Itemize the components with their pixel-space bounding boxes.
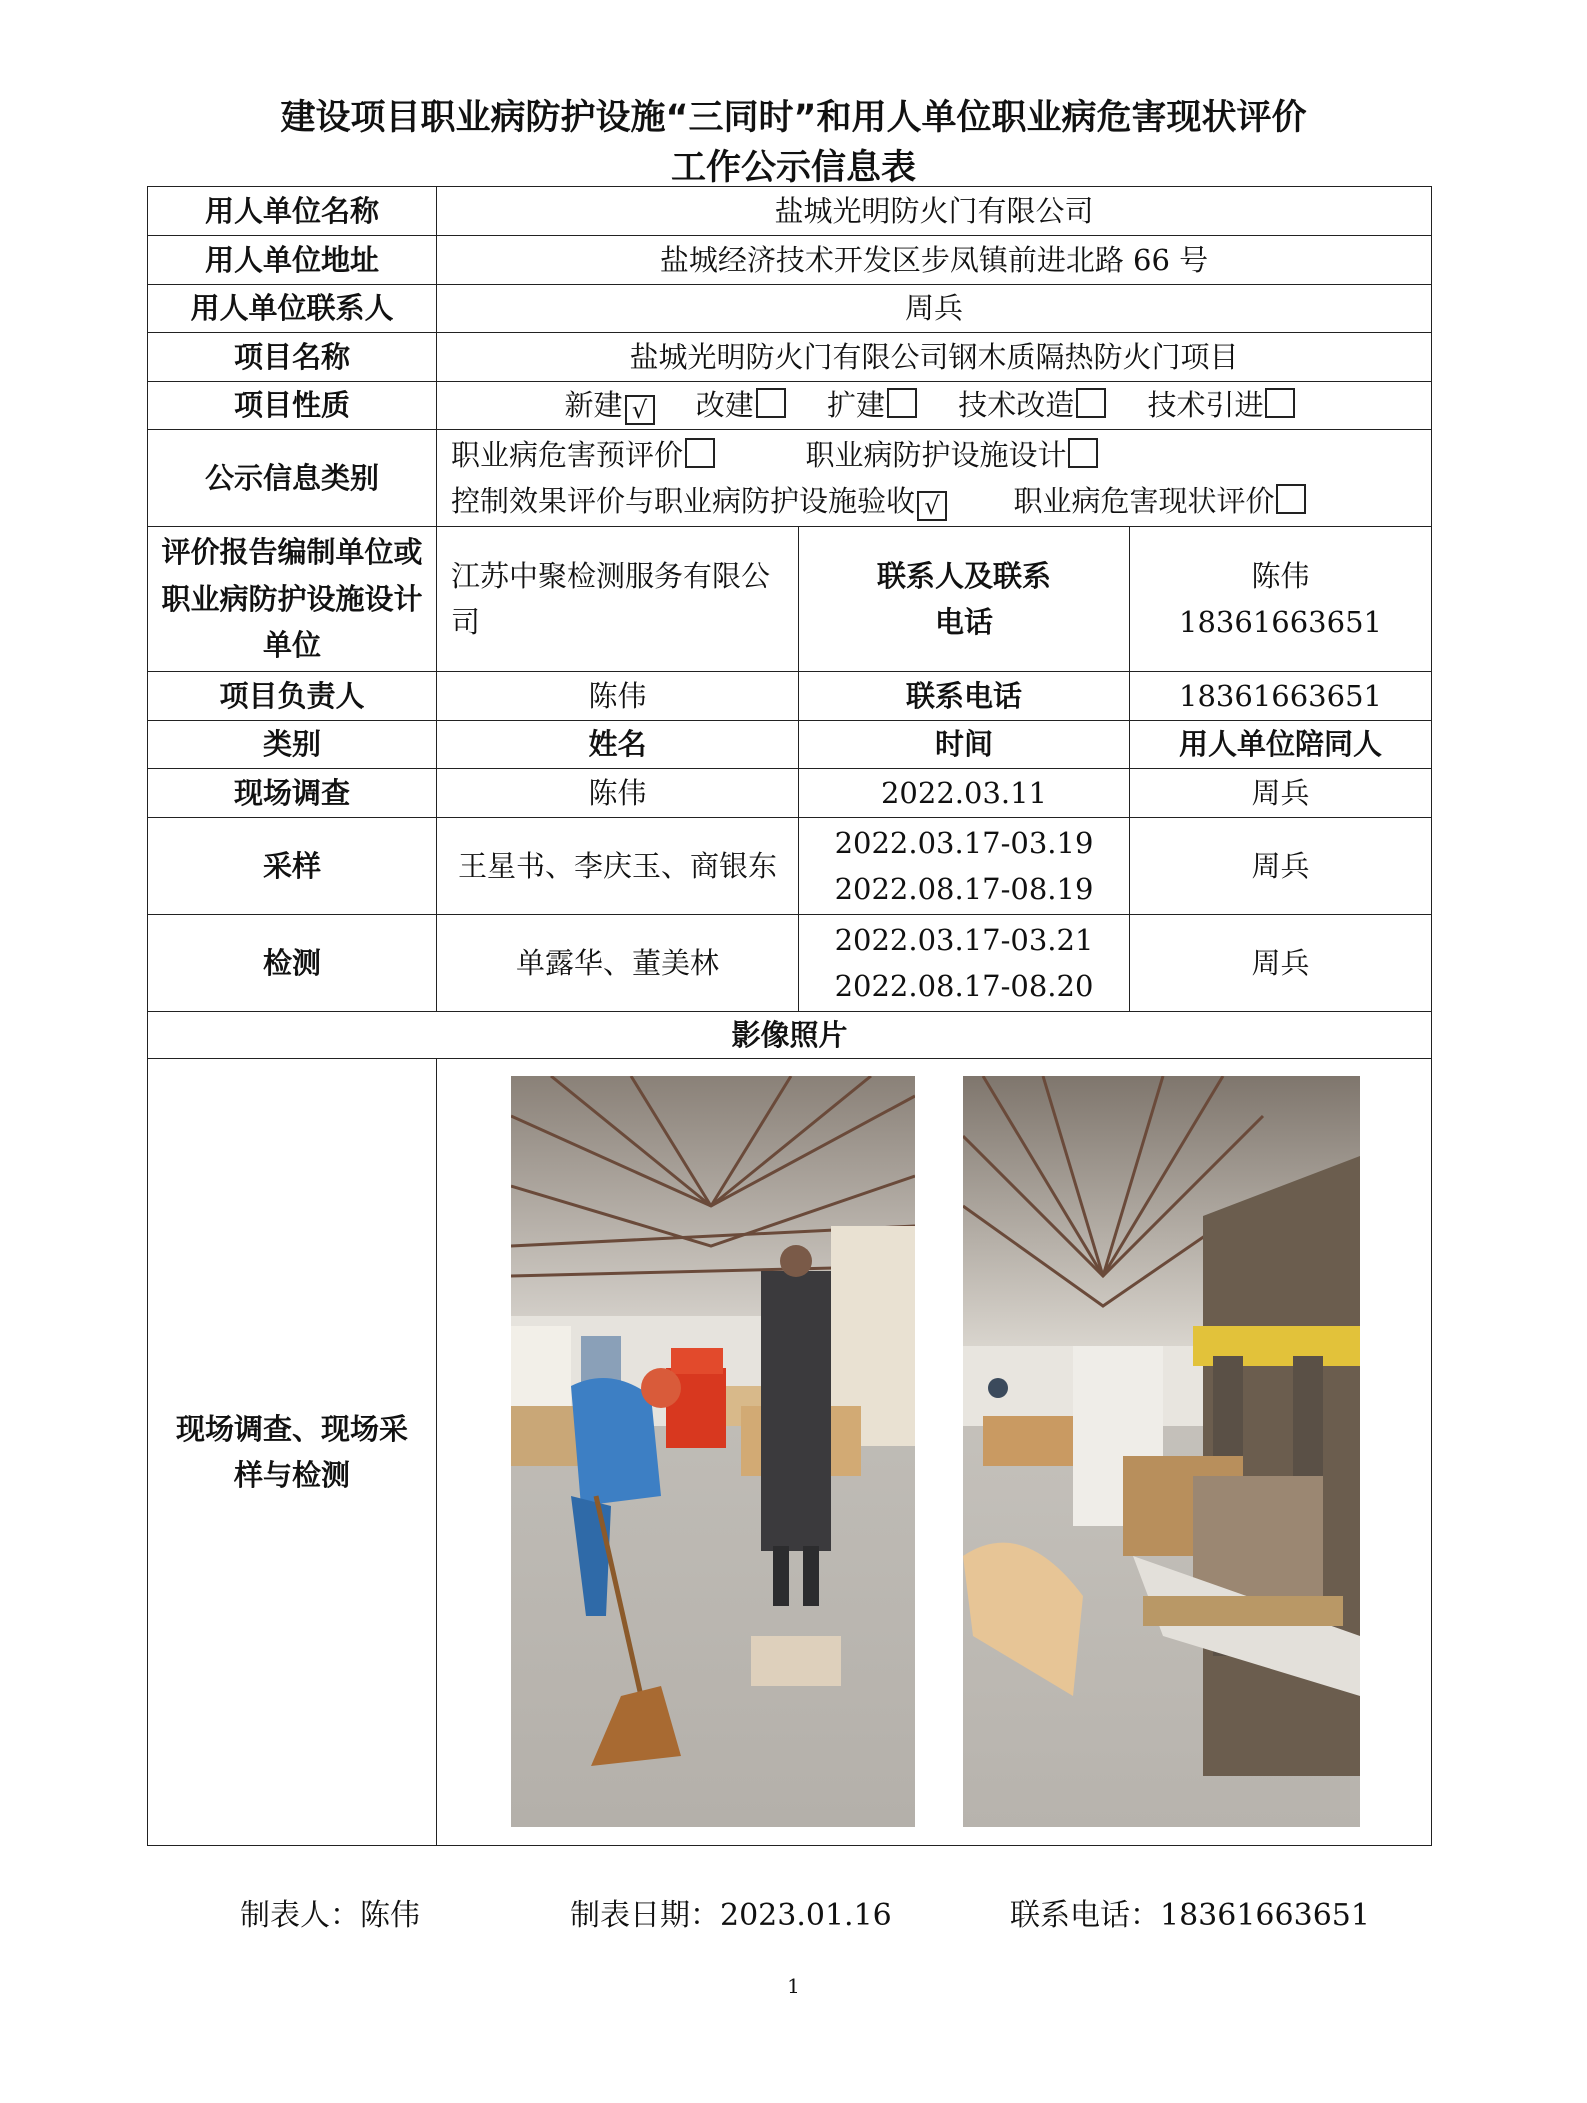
row-unit-name [148, 187, 1432, 236]
row-info-category [148, 430, 1432, 527]
row-project-name [148, 333, 1432, 382]
sampling-name: 王星书、李庆玉、商银东 [437, 818, 799, 915]
header-time: 时间 [799, 721, 1130, 769]
option-tech-renovation: 技术改造 [958, 388, 1114, 422]
row-survey [148, 769, 1432, 818]
label-unit-contact: 用人单位联系人 [148, 285, 437, 333]
contact-name: 陈伟 [1251, 558, 1310, 593]
row-project-nature [148, 382, 1432, 430]
testing-time-1: 2022.03.17-03.21 [834, 922, 1094, 957]
footer-date: 制表日期：2023.01.16 [570, 1898, 892, 1933]
footer-maker: 制表人：陈伟 [240, 1898, 420, 1933]
checkbox-expand[interactable] [887, 388, 917, 418]
testing-name: 单露华、董美林 [437, 915, 799, 1012]
checkbox-pre-evaluation[interactable] [685, 438, 715, 468]
label-leader-phone: 联系电话 [799, 672, 1130, 721]
checkbox-new-build[interactable]: √ [625, 395, 655, 425]
contact-phone: 18361663651 [1179, 605, 1382, 639]
label-contact-and-phone: 联系人及联系电话 [799, 527, 1130, 672]
site-photo-workshop [963, 1076, 1360, 1827]
value-unit-contact: 周兵 [437, 285, 1432, 333]
sampling-time [799, 818, 1130, 915]
row-header [148, 721, 1432, 769]
label-leader: 项目负责人 [148, 672, 437, 721]
option-status-evaluation: 职业病危害现状评价 [1013, 484, 1314, 518]
row-compiler [148, 527, 1432, 672]
label-info-category: 公示信息类别 [148, 430, 437, 527]
document-title-line1: 建设项目职业病防护设施“三同时”和用人单位职业病危害现状评价 [280, 98, 1307, 138]
images-header: 影像照片 [148, 1012, 1432, 1059]
label-unit-name: 用人单位名称 [148, 187, 437, 236]
label-compiler: 评价报告编制单位或职业病防护设施设计单位 [148, 527, 437, 672]
info-table [147, 186, 1432, 1846]
header-accompany: 用人单位陪同人 [1130, 721, 1432, 769]
checkbox-tech-renovation[interactable] [1076, 388, 1106, 418]
value-unit-address: 盐城经济技术开发区步凤镇前进北路 66 号 [437, 236, 1432, 285]
row-images-header [148, 1012, 1432, 1059]
photo-area [437, 1059, 1431, 1845]
sampling-category: 采样 [148, 818, 437, 915]
label-project-name: 项目名称 [148, 333, 437, 382]
value-leader-phone: 18361663651 [1130, 672, 1432, 721]
row-testing [148, 915, 1432, 1012]
option-rebuild: 改建 [696, 388, 794, 422]
checkbox-status-evaluation[interactable] [1276, 484, 1306, 514]
images-cell [437, 1059, 1432, 1846]
testing-time-2: 2022.08.17-08.20 [834, 969, 1094, 1003]
header-name: 姓名 [437, 721, 799, 769]
value-compiler: 江苏中聚检测服务有限公司 [437, 527, 799, 672]
sampling-time-2: 2022.08.17-08.19 [834, 872, 1094, 906]
survey-name: 陈伟 [437, 769, 799, 818]
images-label: 现场调查、现场采样与检测 [148, 1059, 437, 1846]
testing-time [799, 915, 1130, 1012]
checkbox-rebuild[interactable] [756, 388, 786, 418]
label-unit-address: 用人单位地址 [148, 236, 437, 285]
option-control-effect: 控制效果评价与职业病防护设施验收 √ [451, 484, 955, 518]
project-nature-options [437, 382, 1432, 430]
testing-accompany: 周兵 [1130, 915, 1432, 1012]
row-unit-address [148, 236, 1432, 285]
info-category-options [437, 430, 1432, 527]
checkbox-control-effect[interactable]: √ [917, 491, 947, 521]
testing-category: 检测 [148, 915, 437, 1012]
value-contact [1130, 527, 1432, 672]
document-title-line2: 工作公示信息表 [670, 148, 916, 188]
value-leader: 陈伟 [437, 672, 799, 721]
value-unit-name: 盐城光明防火门有限公司 [437, 187, 1432, 236]
sampling-time-1: 2022.03.17-03.19 [834, 825, 1094, 860]
label-project-nature: 项目性质 [148, 382, 437, 430]
option-tech-import: 技术引进 [1147, 388, 1303, 422]
footer-phone: 联系电话：18361663651 [1010, 1898, 1370, 1933]
option-facility-design: 职业病防护设施设计 [805, 438, 1106, 472]
row-unit-contact [148, 285, 1432, 333]
row-images [148, 1059, 1432, 1846]
row-sampling [148, 818, 1432, 915]
sampling-accompany: 周兵 [1130, 818, 1432, 915]
option-pre-evaluation: 职业病危害预评价 [451, 438, 723, 472]
option-new-build: 新建 √ [565, 388, 663, 422]
option-expand: 扩建 [827, 388, 925, 422]
row-leader [148, 672, 1432, 721]
survey-time: 2022.03.11 [799, 769, 1130, 818]
page-number: 1 [787, 1974, 800, 1998]
value-project-name: 盐城光明防火门有限公司钢木质隔热防火门项目 [437, 333, 1432, 382]
survey-category: 现场调查 [148, 769, 437, 818]
survey-accompany: 周兵 [1130, 769, 1432, 818]
checkbox-tech-import[interactable] [1265, 388, 1295, 418]
checkbox-facility-design[interactable] [1068, 438, 1098, 468]
site-photo-sweeping [511, 1076, 915, 1827]
header-category: 类别 [148, 721, 437, 769]
